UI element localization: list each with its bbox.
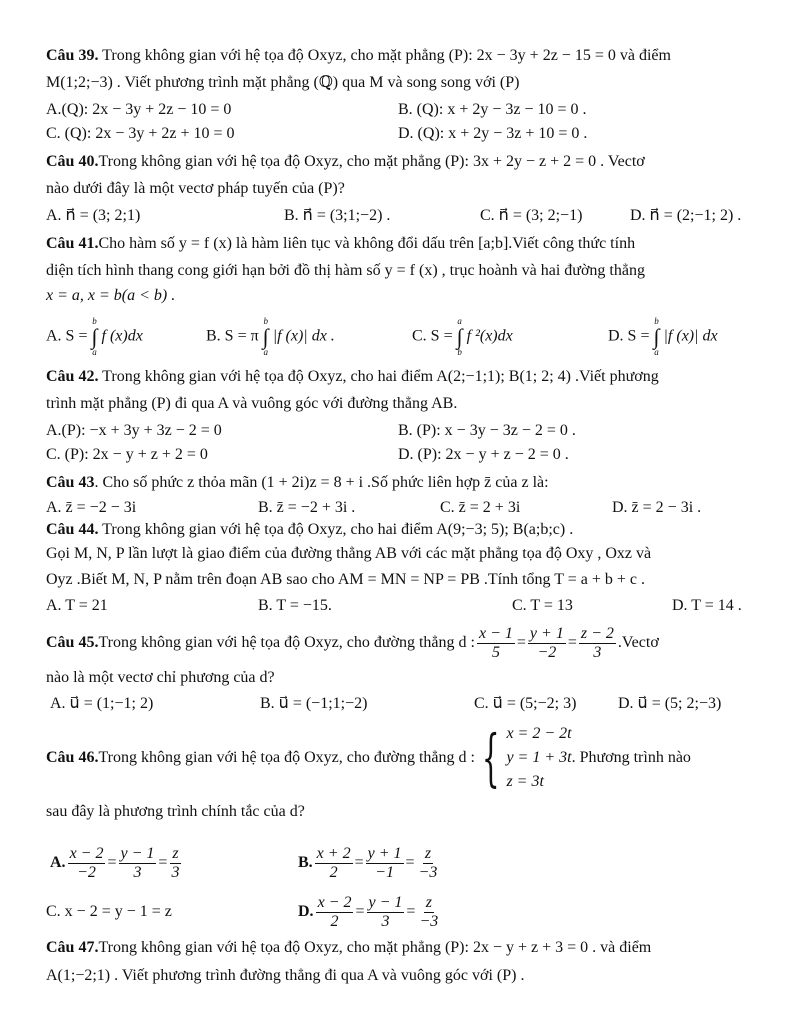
question-text: x = a, x = b(a < b) . xyxy=(46,287,176,304)
question-41 xyxy=(46,232,758,365)
option-d: D. T = 14 . xyxy=(672,597,742,614)
question-label: Câu 42. xyxy=(46,368,99,385)
option-c: C. x − 2 = y − 1 = z xyxy=(46,903,172,920)
question-text: M(1;2;−3) . Viết phương trình mặt phẳng (ℚ) qua M và song song với (P) xyxy=(46,74,520,91)
option-a: A. u⃗ = (1;−1; 2) xyxy=(50,695,154,712)
option-a: A. n⃗ = (3; 2;1) xyxy=(46,207,141,224)
question-label: Câu 41. xyxy=(46,235,99,252)
question-43 xyxy=(46,471,758,518)
option-d: D. z̄ = 2 − 3i . xyxy=(612,499,702,516)
question-text: Trong không gian với hệ tọa độ Oxyz, cho hai điểm A(9;−3; 5); B(a;b;c) . xyxy=(98,521,574,538)
question-39 xyxy=(46,44,758,146)
integral-sign: b ∫ a xyxy=(262,316,269,357)
option-b: B. T = −15. xyxy=(258,597,332,614)
option-c: C. n⃗ = (3; 2;−1) xyxy=(480,207,583,224)
question-label: Câu 44. xyxy=(46,521,99,538)
question-45: Câu 45. Trong không gian với hệ tọa độ Oxyz, cho đường thẳng d : $\frac{x - 1}{5}$ = $\frac{y + 1}{-2}$ = $\frac{z - 2}{3}$ .Vectơ nào là một vectơ chỉ phương của d? A. u⃗ = (1;−1; 2) B. u⃗ = (−1;1;−2) C. u⃗ = (5;−2; 3) D. u⃗ = (5; 2;−3) xyxy=(46,620,758,716)
option-a: A.(Q): 2x − 3y + 2z − 10 = 0 xyxy=(46,101,232,118)
integral-sign: b ∫ a xyxy=(91,316,98,357)
question-text: diện tích hình thang cong giới hạn bởi đồ thị hàm số y = f (x) , trục hoành và hai đường thẳng xyxy=(46,262,645,279)
question-label: Câu 39. xyxy=(46,47,99,64)
integral-sign: b ∫ a xyxy=(653,316,660,357)
option-b: B. z̄ = −2 + 3i . xyxy=(258,499,356,516)
option-c: C. S = a ∫ b f ²(x)dx xyxy=(412,316,513,357)
option-d: D. $\frac{x - 2}{2}$ = $\frac{y - 1}{3}$ = $\frac{z}{-3}$ xyxy=(298,893,439,930)
question-label: Câu 43 xyxy=(46,474,95,491)
option-b: B. u⃗ = (−1;1;−2) xyxy=(260,695,368,712)
question-text: Trong không gian với hệ tọa độ Oxyz, cho đường thẳng d : xyxy=(98,749,475,766)
question-text: Trong không gian với hệ tọa độ Oxyz, cho hai điểm A(2;−1;1); B(1; 2; 4) .Viết phương xyxy=(98,368,659,385)
question-text: A(1;−2;1) . Viết phương trình đường thẳng đi qua A và vuông góc với (P) . xyxy=(46,967,525,984)
question-47 xyxy=(46,936,758,990)
question-label: Câu 45. xyxy=(46,634,99,651)
question-label: Câu 46. xyxy=(46,749,99,766)
option-c: C. (P): 2x − y + z + 2 = 0 xyxy=(46,446,208,463)
option-a: A. $\frac{x - 2}{-2}$ = $\frac{y - 1}{3}$ = $\frac{z}{3}$ xyxy=(50,844,180,881)
question-text: . Cho số phức z thỏa mãn (1 + 2i)z = 8 + i .Số phức liên hợp z̄ của z là: xyxy=(94,474,549,491)
question-label: Câu 47. xyxy=(46,939,99,956)
option-b: B. (Q): x + 2y − 3z − 10 = 0 . xyxy=(398,101,587,118)
question-46: Câu 46. Trong không gian với hệ tọa độ Oxyz, cho đường thẳng d : { x = 2 − 2t y = 1 + 3t z = 3t . Phương trình nào sau đây là phương trình chính tắc của d? A. $\frac{x - 2}{-2}$ = $\frac{y - 1}{3}$ = $\frac{z}{3}$ B. $\frac{x + 2}{2}$ = $\frac{y + 1}{-1}$ = $\frac{z}{-3}$ C. x − 2 = y − 1 = z D. $\frac{x - 2}{2}$ = $\frac{y - 1}{3}$ = $\frac{z}{-3}$ xyxy=(46,721,691,930)
option-d: D. n⃗ = (2;−1; 2) . xyxy=(630,207,742,224)
question-text: nào dưới đây là một vectơ pháp tuyến của (P)? xyxy=(46,180,345,197)
option-a: A. T = 21 xyxy=(46,597,108,614)
option-b: B. $\frac{x + 2}{2}$ = $\frac{y + 1}{-1}$ = $\frac{z}{-3}$ xyxy=(298,844,438,881)
option-d: D. (P): 2x − y + z − 2 = 0 . xyxy=(398,446,569,463)
fraction: $\frac{x - 1}{5}$ xyxy=(478,624,513,661)
option-d: D. u⃗ = (5; 2;−3) xyxy=(618,695,722,712)
fraction: $\frac{y + 1}{-2}$ xyxy=(529,624,564,661)
question-text: Trong không gian với hệ tọa độ Oxyz, cho mặt phẳng (P): 2x − y + z + 3 = 0 . và điểm xyxy=(98,939,652,956)
integral-sign: a ∫ b xyxy=(456,316,463,357)
question-text: Trong không gian với hệ tọa độ Oxyz, cho mặt phẳng (P): 3x + 2y − z + 2 = 0 . Vectơ xyxy=(98,153,645,170)
equation-system: { x = 2 − 2t y = 1 + 3t z = 3t xyxy=(481,721,572,794)
option-a: A. z̄ = −2 − 3i xyxy=(46,499,137,516)
option-c: C. (Q): 2x − 3y + 2z + 10 = 0 xyxy=(46,125,235,142)
question-text: Trong không gian với hệ tọa độ Oxyz, cho đường thẳng d : xyxy=(98,634,475,651)
question-40 xyxy=(46,150,758,228)
question-text: Gọi M, N, P lần lượt là giao điểm của đường thẳng AB với các mặt phẳng tọa độ Oxy , Oxz và xyxy=(46,545,652,562)
option-b: B. (P): x − 3y − 3z − 2 = 0 . xyxy=(398,422,576,439)
option-d: D. (Q): x + 2y − 3z + 10 = 0 . xyxy=(398,125,588,142)
option-c: C. z̄ = 2 + 3i xyxy=(440,499,521,516)
option-d: D. S = b ∫ a |f (x)| dx xyxy=(608,316,718,357)
exam-page xyxy=(46,44,758,990)
question-text: Oyz .Biết M, N, P nằm trên đoạn AB sao cho AM = MN = NP = PB .Tính tổng T = a + b + c . xyxy=(46,571,646,588)
fraction: $\frac{z - 2}{3}$ xyxy=(580,624,614,661)
question-text: sau đây là phương trình chính tắc của d? xyxy=(46,803,305,820)
option-a: A.(P): −x + 3y + 3z − 2 = 0 xyxy=(46,422,222,439)
question-44 xyxy=(46,518,758,618)
question-text: Trong không gian với hệ tọa độ Oxyz, cho mặt phẳng (P): 2x − 3y + 2z − 15 = 0 và điểm xyxy=(98,47,671,64)
option-b: B. S = π b ∫ a |f (x)| dx . xyxy=(206,316,335,357)
question-text: nào là một vectơ chỉ phương của d? xyxy=(46,669,275,686)
option-a: A. S = b ∫ a f (x)dx xyxy=(46,316,143,357)
question-label: Câu 40. xyxy=(46,153,99,170)
option-c: C. u⃗ = (5;−2; 3) xyxy=(474,695,577,712)
question-text: trình mặt phẳng (P) đi qua A và vuông góc với đường thẳng AB. xyxy=(46,395,458,412)
option-b: B. n⃗ = (3;1;−2) . xyxy=(284,207,391,224)
question-text: Cho hàm số y = f (x) là hàm liên tục và không đổi dấu trên [a;b].Viết công thức tính xyxy=(98,235,636,252)
question-42 xyxy=(46,365,758,467)
option-c: C. T = 13 xyxy=(512,597,573,614)
